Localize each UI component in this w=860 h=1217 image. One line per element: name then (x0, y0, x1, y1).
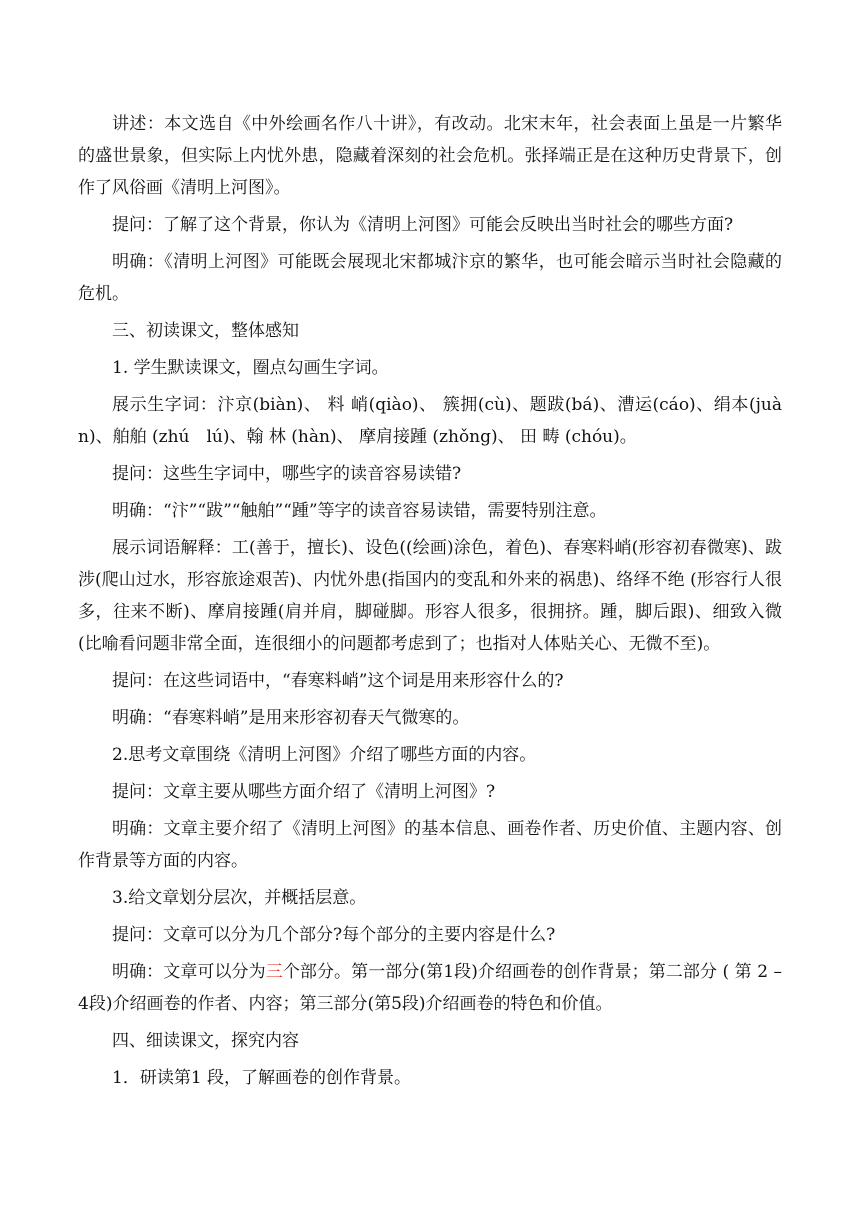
paragraph-question-idiom: 提问：在这些词语中，“春寒料峭”这个词是用来形容什么的? (112, 671, 564, 691)
paragraph-new-words: 展示生字词：汴京(biàn)、 料 峭(qiào)、 簇拥(cù)、题跋(bá)、漕运(cáo)、绢本(juàn)、舶舶 (zhú lú)、翰 林 (hàn)、 摩肩接踵 (zhǒng)、 田 畴 (chóu)。 (78, 395, 782, 447)
paragraph-question-background: 提问：了解了这个背景，你认为《清明上河图》可能会反映出当时社会的哪些方面? (112, 215, 734, 235)
paragraph-answer-structure (78, 956, 782, 1020)
paragraph-question-structure: 提问：文章可以分为几个部分?每个部分的主要内容是什么? (112, 925, 556, 945)
paragraph-step-1: 1. 学生默读课文，圈点勾画生字词。 (112, 358, 389, 378)
section-heading-4: 四、细读课文，探究内容 (112, 1031, 299, 1051)
paragraph-answer-idiom: 明确：“春寒料峭”是用来形容初春天气微寒的。 (112, 708, 470, 728)
paragraph-question-content: 提问：文章主要从哪些方面介绍了《清明上河图》? (112, 782, 496, 802)
paragraph-question-pronunciation: 提问：这些生字词中，哪些字的读音容易读错? (112, 464, 462, 484)
answer-structure-rest: 个部分。第一部分(第1段)介绍画卷的创作背景；第二部分 ( 第 2 – 4段)介绍画卷的作者、内容；第三部分(第5段)介绍画卷的特色和价值。 (78, 962, 783, 1014)
paragraph-answer-background: 明确：《清明上河图》可能既会展现北宋都城汴京的繁华，也可能会暗示当时社会隐藏的危机。 (78, 252, 782, 304)
paragraph-step-2: 2.思考文章围绕《清明上河图》介绍了哪些方面的内容。 (112, 745, 537, 765)
paragraph-answer-pronunciation: 明确：“汴”“跋”“触舶”“踵”等字的读音容易读错，需要特别注意。 (112, 501, 607, 521)
section-heading-3: 三、初读课文，整体感知 (112, 321, 299, 341)
paragraph-word-explanations: 展示词语解释：工(善于，擅长)、设色((绘画)涂色，着色)、春寒料峭(形容初春微寒)、跋涉(爬山过水，形容旅途艰苦)、内忧外患(指国内的变乱和外来的祸患)、络绎不绝 (形容行人很多，往来不断)、摩肩接踵(肩并肩，脚碰脚。形容人很多，很拥挤。踵，脚后跟)、细致入微(比喻看问题非常全面，连很细小的问题都考虑到了；也指对人体贴关心、无微不至)。 (78, 538, 782, 654)
answer-structure-lead: 明确：文章可以分为 (112, 962, 266, 982)
paragraph-step-3: 3.给文章划分层次，并概括层意。 (112, 888, 367, 908)
paragraph-step-4-1: 1．研读第1 段，了解画卷的创作背景。 (112, 1068, 412, 1088)
paragraph-intro: 讲述：本文选自《中外绘画名作八十讲》，有改动。北宋末年，社会表面上虽是一片繁华的盛世景象，但实际上内忧外患，隐藏着深刻的社会危机。张择端正是在这种历史背景下，创作了风俗画《清明上河图》。 (78, 114, 782, 198)
highlight-three: 三 (265, 962, 283, 982)
paragraph-answer-content: 明确：文章主要介绍了《清明上河图》的基本信息、画卷作者、历史价值、主题内容、创作背景等方面的内容。 (78, 819, 782, 871)
